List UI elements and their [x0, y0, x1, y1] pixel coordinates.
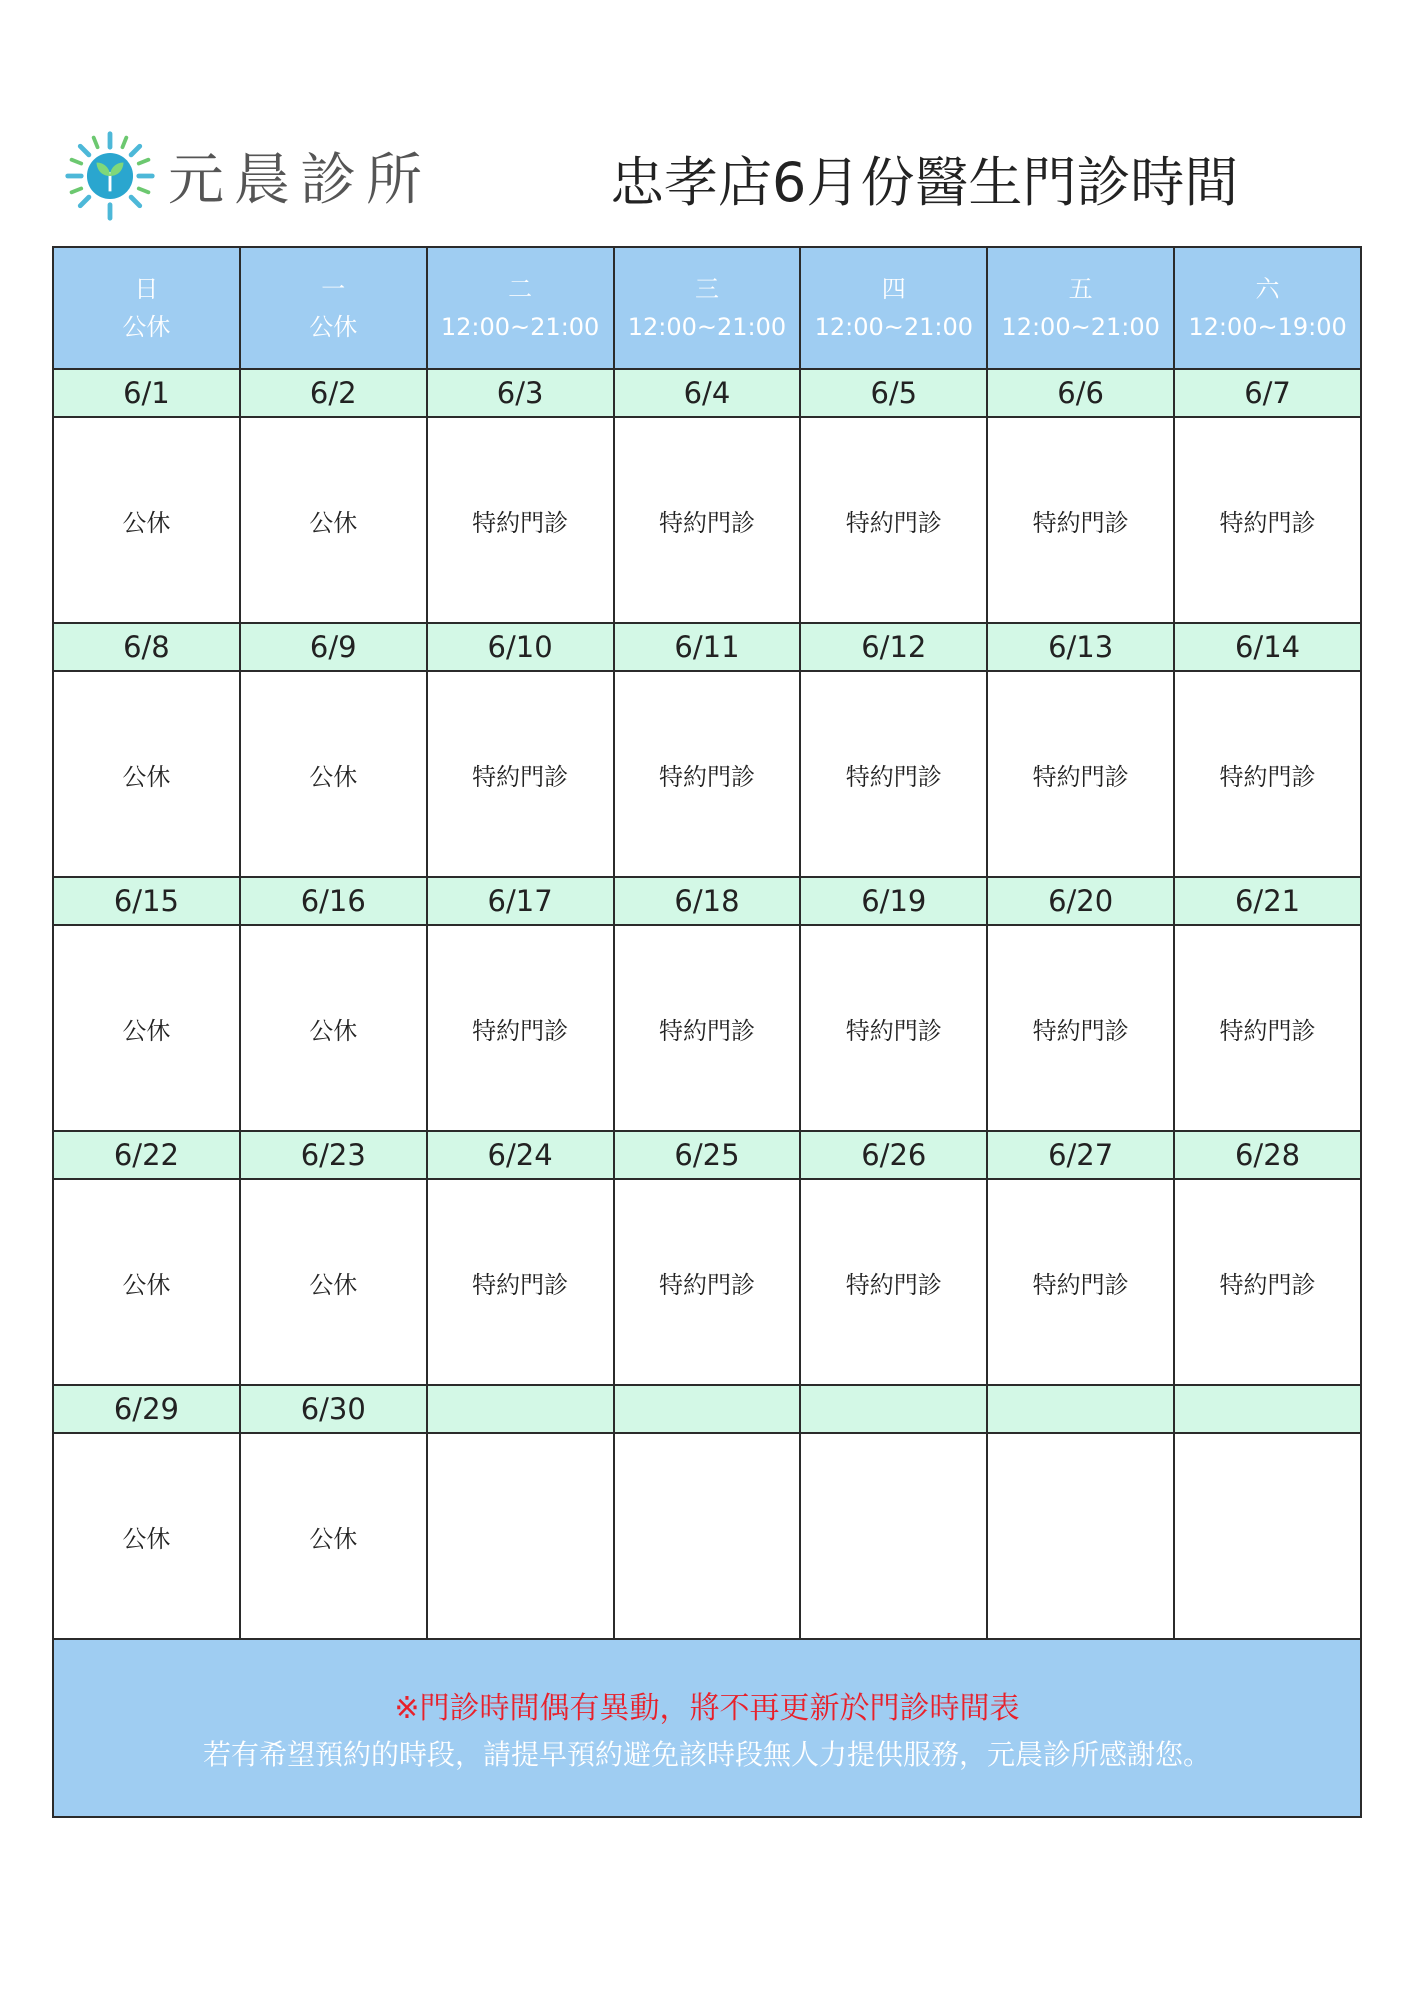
- status-cell: 特約門診: [987, 671, 1174, 877]
- status-cell: 公休: [240, 1433, 427, 1639]
- status-cell: [427, 1433, 614, 1639]
- date-cell: 6/4: [614, 369, 801, 417]
- status-cell: 特約門診: [614, 417, 801, 623]
- status-cell: 公休: [240, 1179, 427, 1385]
- date-cell: 6/22: [53, 1131, 240, 1179]
- date-cell: [987, 1385, 1174, 1433]
- weekday-header: 五 12:00~21:00: [987, 247, 1174, 369]
- status-cell: [1174, 1433, 1361, 1639]
- weekday-header: 三 12:00~21:00: [614, 247, 801, 369]
- date-row: [53, 877, 1361, 925]
- date-cell: 6/7: [1174, 369, 1361, 417]
- date-cell: [1174, 1385, 1361, 1433]
- date-cell: 6/29: [53, 1385, 240, 1433]
- date-cell: [427, 1385, 614, 1433]
- clinic-name: 元晨診所: [168, 148, 432, 213]
- status-cell: 特約門診: [800, 1179, 987, 1385]
- date-row: [53, 1131, 1361, 1179]
- date-cell: 6/8: [53, 623, 240, 671]
- date-cell: [614, 1385, 801, 1433]
- status-cell: 特約門診: [800, 925, 987, 1131]
- date-cell: 6/26: [800, 1131, 987, 1179]
- clinic-logo: [62, 128, 432, 224]
- status-cell: [800, 1433, 987, 1639]
- status-cell: 特約門診: [800, 417, 987, 623]
- date-cell: 6/18: [614, 877, 801, 925]
- date-cell: 6/9: [240, 623, 427, 671]
- status-cell: 特約門診: [987, 1179, 1174, 1385]
- status-cell: [987, 1433, 1174, 1639]
- date-cell: 6/21: [1174, 877, 1361, 925]
- status-cell: 公休: [240, 925, 427, 1131]
- status-row: [53, 1179, 1361, 1385]
- date-cell: 6/2: [240, 369, 427, 417]
- date-cell: 6/28: [1174, 1131, 1361, 1179]
- date-cell: 6/13: [987, 623, 1174, 671]
- schedule-table: [52, 246, 1362, 1818]
- date-cell: 6/27: [987, 1131, 1174, 1179]
- date-cell: 6/14: [1174, 623, 1361, 671]
- date-cell: 6/10: [427, 623, 614, 671]
- date-row: [53, 1385, 1361, 1433]
- status-cell: 特約門診: [427, 925, 614, 1131]
- status-row: [53, 1433, 1361, 1639]
- date-cell: 6/25: [614, 1131, 801, 1179]
- status-cell: 特約門診: [427, 671, 614, 877]
- status-cell: 特約門診: [1174, 417, 1361, 623]
- notice-box: [53, 1639, 1361, 1817]
- notice-row: [53, 1639, 1361, 1817]
- status-cell: 公休: [53, 417, 240, 623]
- date-cell: 6/5: [800, 369, 987, 417]
- status-cell: 公休: [240, 417, 427, 623]
- status-cell: 特約門診: [987, 925, 1174, 1131]
- weekday-header: 二 12:00~21:00: [427, 247, 614, 369]
- notice-message: 若有希望預約的時段，請提早預約避免該時段無人力提供服務，元晨診所感謝您。: [202, 1738, 1211, 1771]
- status-cell: 特約門診: [427, 417, 614, 623]
- date-cell: 6/23: [240, 1131, 427, 1179]
- status-cell: 特約門診: [614, 1179, 801, 1385]
- date-cell: 6/24: [427, 1131, 614, 1179]
- weekday-header: 六 12:00~19:00: [1174, 247, 1361, 369]
- status-cell: 特約門診: [1174, 1179, 1361, 1385]
- notice-warning: ※門診時間偶有異動，將不再更新於門診時間表: [394, 1691, 1020, 1726]
- weekday-header: 四 12:00~21:00: [800, 247, 987, 369]
- status-cell: 特約門診: [614, 925, 801, 1131]
- status-cell: 公休: [53, 671, 240, 877]
- status-cell: [614, 1433, 801, 1639]
- status-row: [53, 671, 1361, 877]
- weekday-header: 日 公休: [53, 247, 240, 369]
- status-cell: 特約門診: [1174, 925, 1361, 1131]
- date-cell: 6/19: [800, 877, 987, 925]
- date-cell: 6/3: [427, 369, 614, 417]
- status-cell: 特約門診: [427, 1179, 614, 1385]
- date-cell: 6/30: [240, 1385, 427, 1433]
- date-cell: 6/20: [987, 877, 1174, 925]
- date-cell: [800, 1385, 987, 1433]
- weekday-header: 一 公休: [240, 247, 427, 369]
- status-cell: 特約門診: [987, 417, 1174, 623]
- date-cell: 6/6: [987, 369, 1174, 417]
- date-cell: 6/16: [240, 877, 427, 925]
- date-cell: 6/17: [427, 877, 614, 925]
- status-cell: 特約門診: [800, 671, 987, 877]
- status-row: [53, 925, 1361, 1131]
- date-cell: 6/1: [53, 369, 240, 417]
- page-title: 忠孝店6月份醫生門診時間: [610, 151, 1239, 214]
- status-cell: 特約門診: [614, 671, 801, 877]
- date-cell: 6/11: [614, 623, 801, 671]
- status-cell: 公休: [53, 925, 240, 1131]
- date-cell: 6/12: [800, 623, 987, 671]
- status-cell: 公休: [240, 671, 427, 877]
- sun-leaf-icon: [62, 128, 158, 224]
- status-cell: 公休: [53, 1433, 240, 1639]
- date-cell: 6/15: [53, 877, 240, 925]
- date-row: [53, 369, 1361, 417]
- status-row: [53, 417, 1361, 623]
- weekday-header-row: [53, 247, 1361, 369]
- date-row: [53, 623, 1361, 671]
- status-cell: 公休: [53, 1179, 240, 1385]
- status-cell: 特約門診: [1174, 671, 1361, 877]
